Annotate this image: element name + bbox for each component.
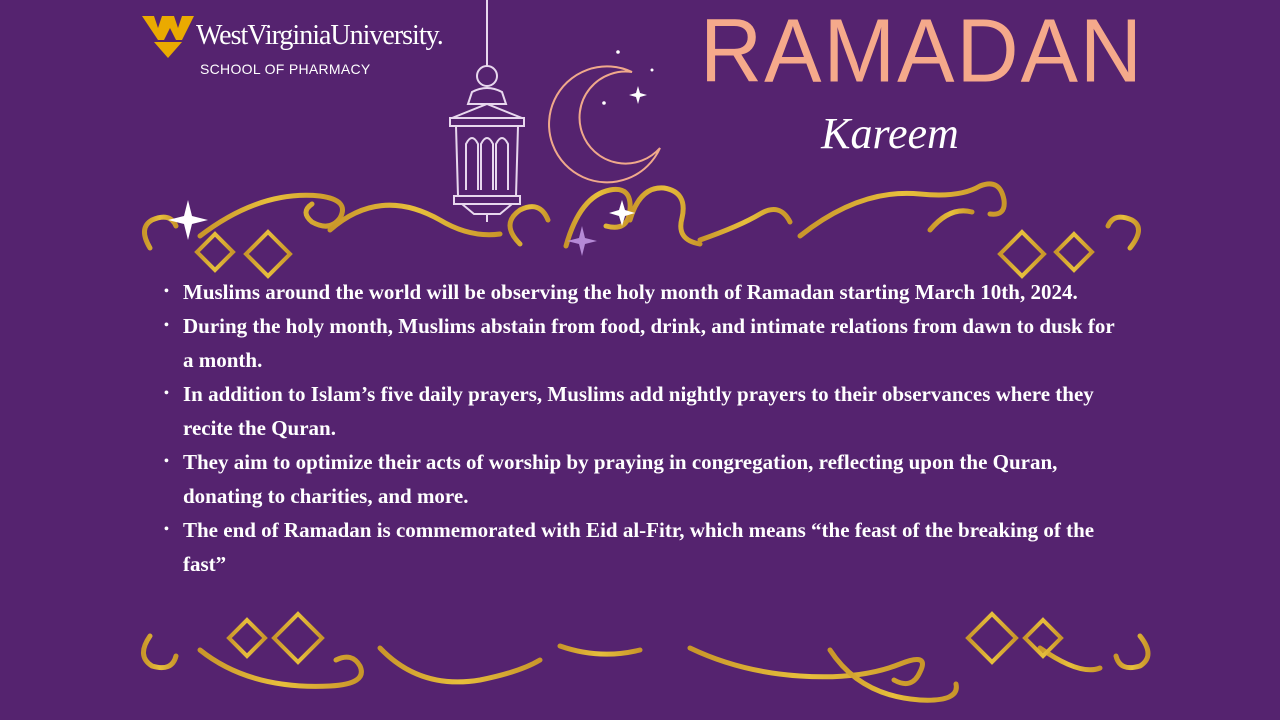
school-name: SCHOOL OF PHARMACY — [200, 61, 371, 77]
page-title: RAMADAN — [700, 0, 1145, 102]
bullet-icon: • — [164, 318, 169, 333]
bullet-icon: • — [164, 454, 169, 469]
bullet-icon: • — [164, 284, 169, 299]
bullet-icon: • — [164, 522, 169, 537]
crescent-moon-icon — [549, 66, 660, 182]
bullet-text: Muslims around the world will be observing the holy month of Ramadan starting March 10th, 2024. — [183, 280, 1078, 304]
bullet-text: The end of Ramadan is commemorated with Eid al-Fitr, which means “the feast of the breaking of the fast” — [183, 518, 1095, 576]
list-item — [158, 309, 1118, 377]
page-subtitle: Kareem — [821, 109, 959, 158]
list-item — [158, 445, 1118, 513]
top-flourish — [144, 184, 1138, 248]
wvu-logo — [140, 14, 480, 84]
bullet-text: In addition to Islam’s five daily prayers, Muslims add nightly prayers to their observances where they recite the Quran. — [183, 382, 1094, 440]
list-item — [158, 513, 1118, 581]
bullet-text: During the holy month, Muslims abstain from food, drink, and intimate relations from dawn to dusk for a month. — [183, 314, 1115, 372]
bullet-icon: • — [164, 386, 169, 401]
bullet-text: They aim to optimize their acts of worship by praying in congregation, reflecting upon the Quran, donating to charities, and more. — [183, 450, 1058, 508]
top-diamonds — [197, 232, 1092, 276]
bullet-list — [158, 275, 1118, 581]
list-item — [158, 275, 1118, 309]
university-name: WestVirginiaUniversity. — [196, 20, 443, 51]
flying-wv-icon — [140, 14, 196, 58]
star-icon — [602, 50, 653, 105]
list-item — [158, 377, 1118, 445]
bottom-flourish — [143, 636, 1148, 700]
